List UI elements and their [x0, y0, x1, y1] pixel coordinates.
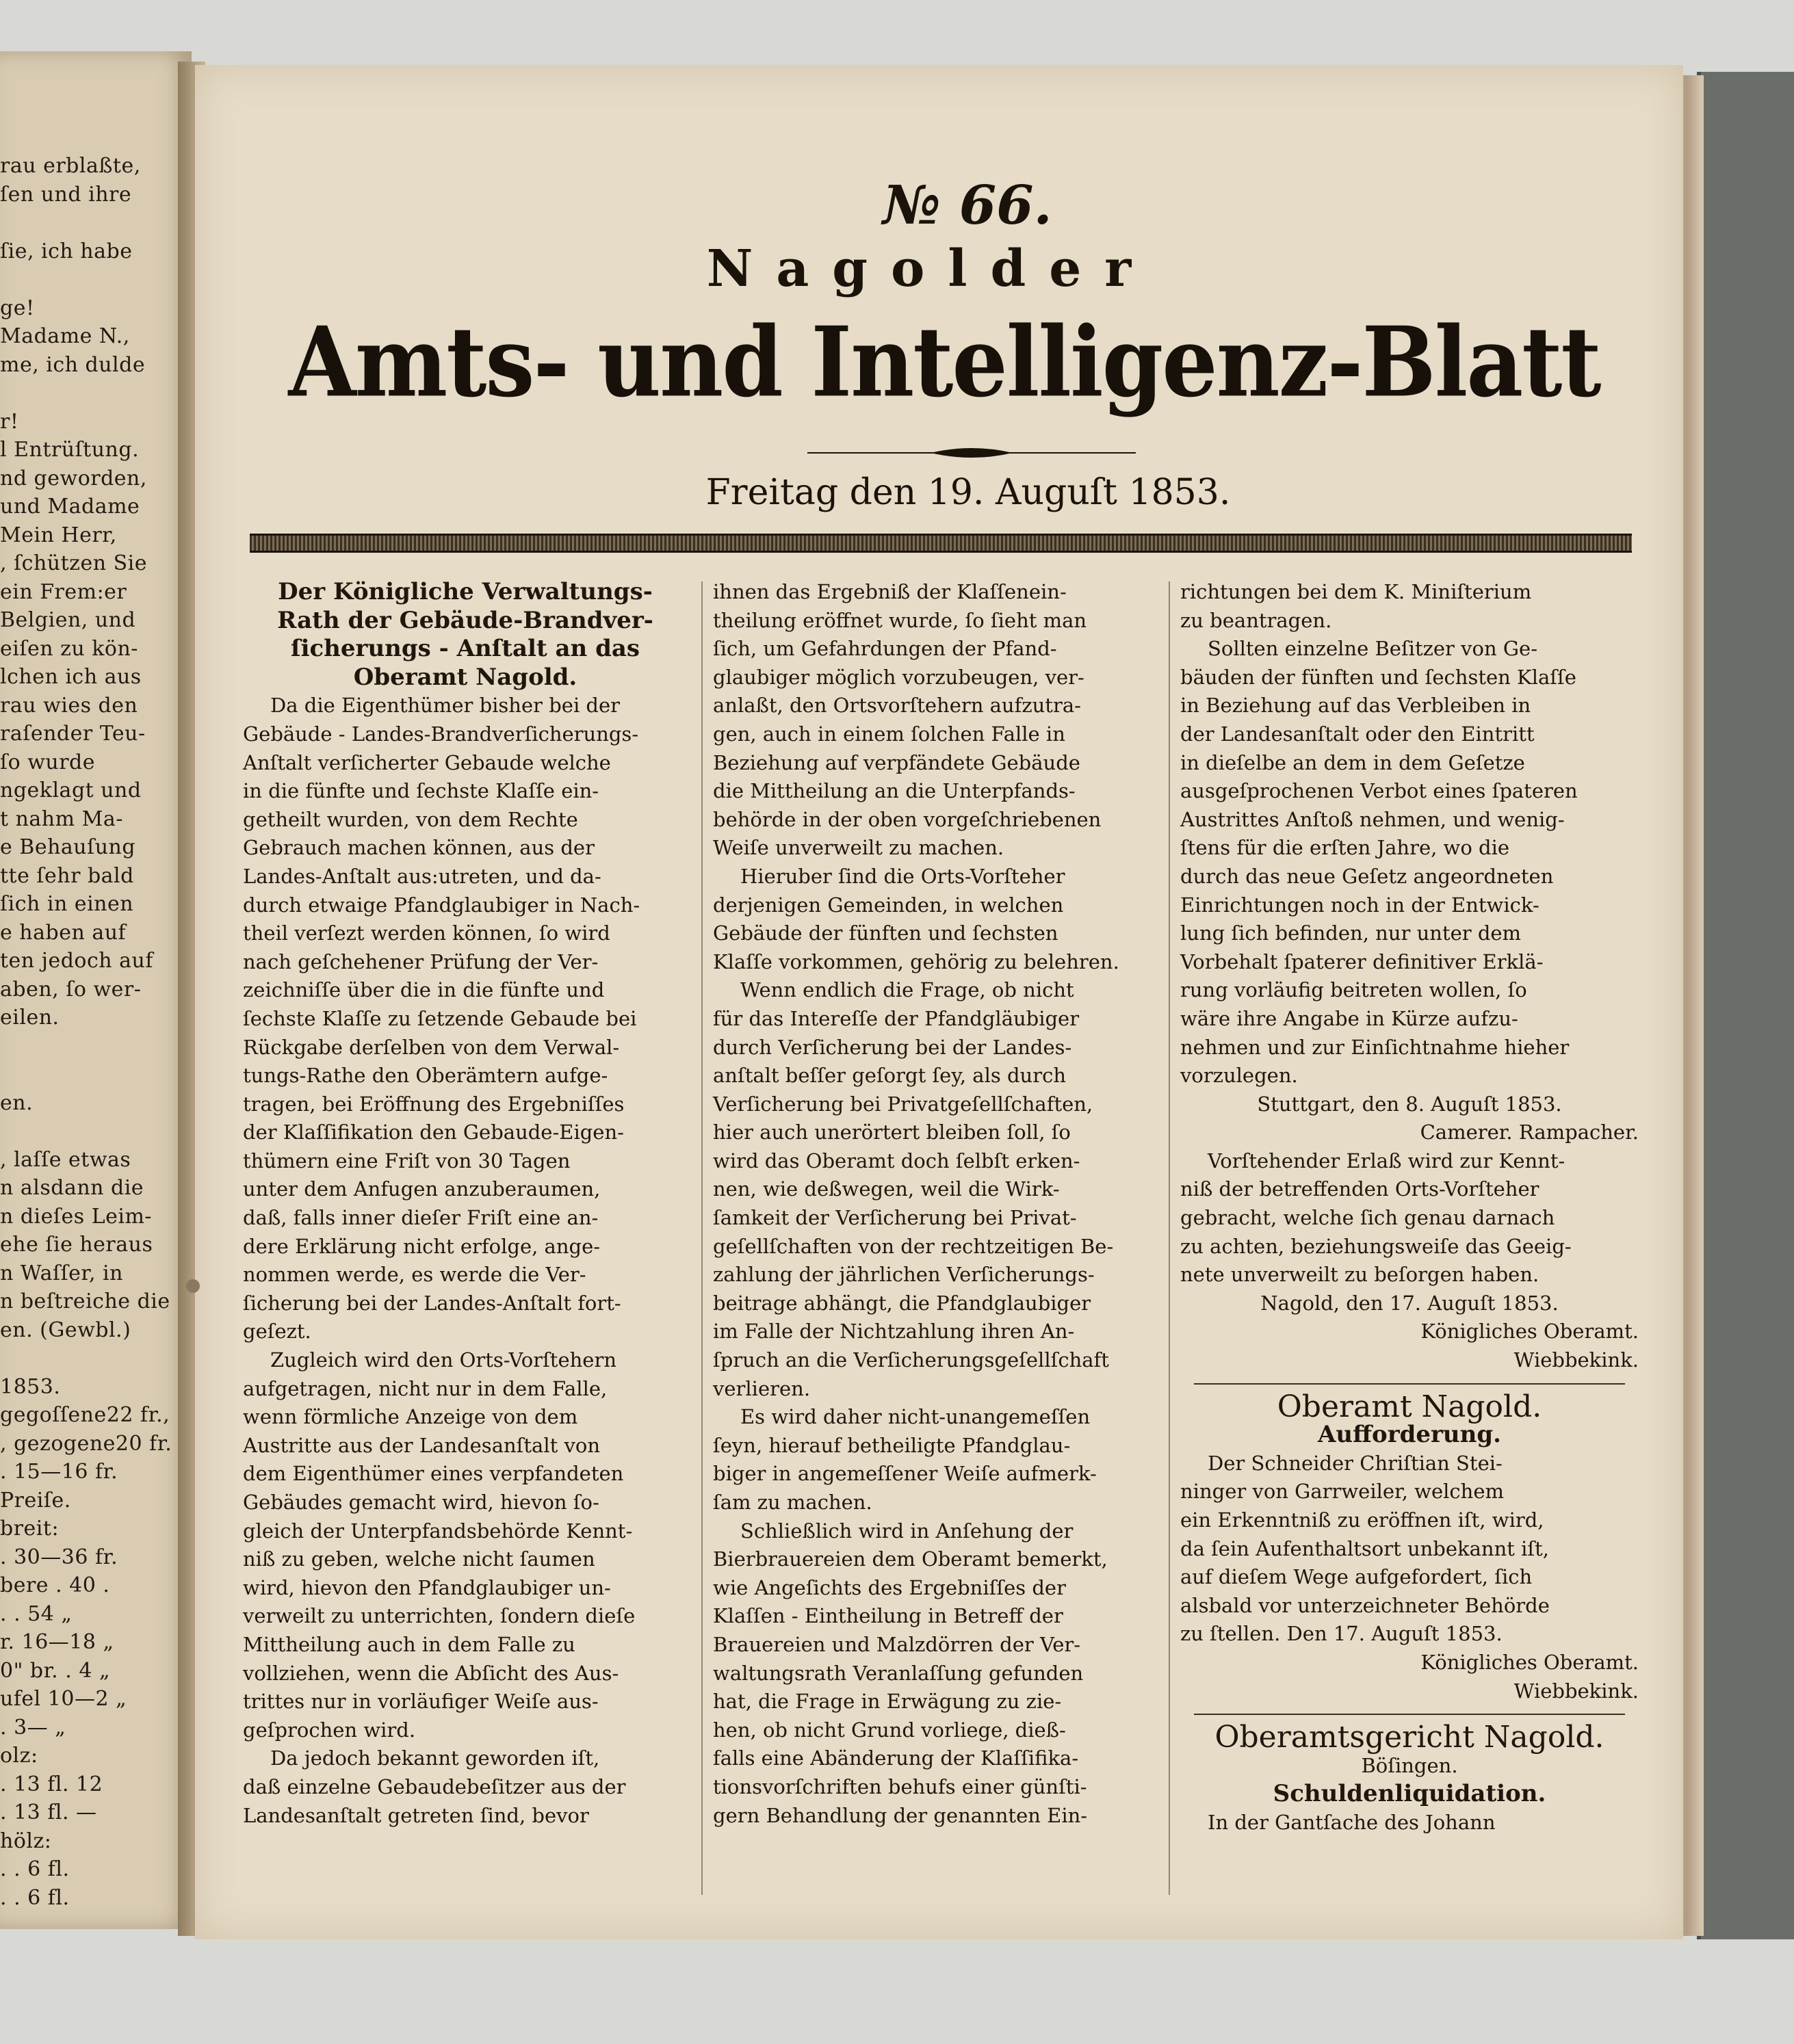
text-line: in die fünfte und ſechste Klaſſe ein- — [243, 779, 599, 803]
left-page-line: 0" br. . 4 „ — [0, 1658, 110, 1683]
text-line: in Beziehung auf das Verbleiben in — [1180, 694, 1531, 718]
left-page-line: ufel 10—2 „ — [0, 1687, 127, 1711]
text-line: vollziehen, wenn die Abſicht des Aus- — [243, 1661, 619, 1685]
binding-hole — [186, 1279, 200, 1293]
text-line: wäre ihre Angabe in Kürze aufzu- — [1180, 1006, 1518, 1030]
text-line: Zugleich wird den Orts-Vorſtehern — [270, 1348, 616, 1372]
column-divider — [1169, 581, 1170, 1895]
text-line: Wiebbekink. — [1513, 1679, 1639, 1703]
section-heading: Aufforderung. — [1318, 1421, 1501, 1449]
masthead-nagolder: Nagolder — [706, 239, 1155, 298]
left-page-line: t nahm Ma- — [0, 807, 123, 831]
book-cover-edge — [1697, 72, 1794, 1939]
text-line: Rückgabe derſelben von dem Verwal- — [243, 1035, 620, 1059]
text-line: gebracht, welche ſich genau darnach — [1180, 1206, 1555, 1230]
text-line: geſezt. — [243, 1320, 311, 1344]
left-page-line: ſen und ihre — [0, 182, 132, 207]
left-page-line: . 13 fl. — — [0, 1800, 97, 1824]
text-line: Nagold, den 17. Auguſt 1853. — [1260, 1291, 1559, 1315]
text-line: Klaſſen - Eintheilung in Betreff der — [713, 1604, 1063, 1628]
text-line: richtungen bei dem K. Miniſterium — [1180, 580, 1532, 603]
left-page-line: tte ſehr bald — [0, 863, 134, 888]
left-page-line: , ſchützen Sie — [0, 551, 147, 575]
text-line: durch Verſicherung bei der Landes- — [713, 1035, 1072, 1059]
text-line: getheilt wurden, von dem Rechte — [243, 807, 578, 831]
text-line: Landesanſtalt getreten ſind, bevor — [243, 1803, 589, 1827]
text-line: vorzulegen. — [1180, 1064, 1298, 1088]
text-line: rung vorläufig beitreten wollen, ſo — [1180, 978, 1527, 1002]
section-heading: Der Königliche Verwaltungs- — [278, 578, 653, 605]
article-column-3 — [1180, 578, 1639, 1837]
text-line: ſich, um Gefahrdungen der Pfand- — [713, 637, 1057, 661]
left-page-line: rau erblaßte, — [0, 154, 141, 178]
text-line: verlieren. — [713, 1376, 811, 1400]
text-line: tungs-Rathe den Oberämtern aufge- — [243, 1064, 608, 1088]
left-page-line: en. — [0, 1090, 34, 1115]
text-line: waltungsrath Veranlaſſung gefunden — [713, 1661, 1084, 1685]
text-line: Da die Eigenthümer bisher bei der — [270, 694, 621, 718]
text-line: zu beantragen. — [1180, 608, 1332, 632]
text-line: hen, ob nicht Grund vorliege, dieß- — [713, 1718, 1066, 1742]
text-line: Hieruber ſind die Orts-Vorſteher — [740, 864, 1065, 888]
text-line: nach geſchehener Prüfung der Ver- — [243, 949, 599, 973]
text-line: Böſingen. — [1361, 1753, 1458, 1777]
text-line: wenn förmliche Anzeige von dem — [243, 1405, 578, 1429]
text-line: aufgetragen, nicht nur in dem Falle, — [243, 1376, 608, 1400]
text-line: tionsvorſchriften behufs einer günſti- — [713, 1774, 1087, 1798]
text-line: Es wird daher nicht-unangemeſſen — [740, 1405, 1091, 1429]
text-line: alsbald vor unterzeichneter Behörde — [1180, 1593, 1550, 1617]
text-line: Beziehung auf verpfändete Gebäude — [713, 750, 1080, 774]
text-line: Landes-Anſtalt aus:utreten, und da- — [243, 864, 601, 888]
text-line: Klaſſe vorkommen, gehörig zu belehren. — [713, 949, 1119, 973]
left-page-line: . . 6 fl. — [0, 1857, 70, 1881]
text-line: anlaßt, den Ortsvorſtehern aufzutra- — [713, 694, 1081, 718]
column-divider — [701, 581, 703, 1895]
text-line: zu achten, beziehungsweiſe das Geeig- — [1180, 1234, 1572, 1258]
text-line: Da jedoch bekannt geworden iſt, — [270, 1746, 600, 1770]
left-page-line: Preiſe. — [0, 1488, 71, 1512]
section-heading: Rath der Gebäude-Brandver- — [277, 606, 653, 634]
left-page-line: ſich in einen — [0, 892, 134, 916]
left-page-line: . 3— „ — [0, 1715, 66, 1740]
left-page-line: Madame N., — [0, 324, 130, 348]
left-page-line: l Entrüſtung. — [0, 438, 140, 462]
left-page-line: eiſen zu kön- — [0, 636, 138, 661]
section-heading: Schuldenliquidation. — [1273, 1780, 1546, 1808]
left-page-line: . 13 fl. 12 — [0, 1772, 103, 1796]
left-page-line: n dieſes Leim- — [0, 1204, 153, 1229]
text-line: unter dem Anfugen anzuberaumen, — [243, 1177, 601, 1201]
text-line: zu ſtellen. Den 17. Auguſt 1853. — [1180, 1622, 1503, 1646]
left-page-line: ten jedoch auf — [0, 949, 153, 973]
text-line: Austrittes Anſtoß nehmen, und wenig- — [1180, 807, 1565, 831]
text-line: ninger von Garrweiler, welchem — [1180, 1480, 1505, 1504]
left-page-line: eilen. — [0, 1006, 60, 1030]
text-line: daß einzelne Gebaudebeſitzer aus der — [243, 1774, 626, 1798]
text-line: zahlung der jährlichen Verſicherungs- — [713, 1263, 1095, 1287]
text-line: theil verſezt werden können, ſo wird — [243, 921, 610, 945]
text-line: ausgeſprochenen Verbot eines ſpateren — [1180, 779, 1578, 803]
left-page-line: und Madame — [0, 495, 140, 519]
text-line: tragen, bei Eröffnung des Ergebniſſes — [243, 1092, 625, 1116]
text-line: ſicherung bei der Landes-Anſtalt fort- — [243, 1291, 621, 1315]
left-page-line: bere . 40 . — [0, 1573, 110, 1597]
left-page-line: e haben auf — [0, 920, 127, 945]
text-line: Stuttgart, den 8. Auguſt 1853. — [1257, 1092, 1562, 1116]
left-page-line: gegoſſene22 fr., — [0, 1403, 170, 1427]
text-line: daß, falls inner dieſer Friſt eine an- — [243, 1206, 599, 1230]
text-line: ein Erkenntniß zu eröffnen iſt, wird, — [1180, 1508, 1544, 1532]
text-line: hier auch unerörtert bleiben ſoll, ſo — [713, 1121, 1071, 1144]
left-facing-page — [0, 51, 192, 1929]
text-line: hat, die Frage in Erwägung zu zie- — [713, 1690, 1062, 1714]
text-line: wird das Oberamt doch ſelbſt erken- — [713, 1149, 1080, 1172]
text-line: ſechste Klaſſe zu ſetzende Gebaude bei — [243, 1006, 637, 1030]
text-line: Bierbrauereien dem Oberamt bemerkt, — [713, 1547, 1108, 1571]
text-line: ſam zu machen. — [713, 1491, 872, 1514]
text-line: auf dieſem Wege aufgefordert, ſich — [1180, 1565, 1533, 1589]
text-line: Gebäude der fünften und ſechsten — [713, 921, 1058, 945]
text-line: gleich der Unterpfandsbehörde Kennt- — [243, 1519, 633, 1543]
left-page-line: ngeklagt und — [0, 778, 142, 802]
text-line: gern Behandlung der genannten Ein- — [713, 1803, 1088, 1827]
left-page-line: rau wies den — [0, 693, 138, 718]
text-line: ihnen das Ergebniß der Klaſſenein- — [713, 580, 1067, 603]
text-line: Vorſtehender Erlaß wird zur Kennt- — [1208, 1149, 1565, 1172]
text-line: zeichniſſe über die in die fünfte und — [243, 978, 605, 1002]
text-line: der Landesanſtalt oder den Eintritt — [1180, 722, 1535, 746]
text-line: theilung eröffnet wurde, ſo ſieht man — [713, 608, 1087, 632]
text-line: im Falle der Nichtzahlung ihren An- — [713, 1320, 1075, 1344]
section-heading: ſicherungs - Anſtalt an das — [290, 635, 640, 663]
left-page-line: n beſtreiche die — [0, 1289, 170, 1313]
text-line: nen, wie deßwegen, weil die Wirk- — [713, 1177, 1060, 1201]
text-line: behörde in der oben vorgeſchriebenen — [713, 807, 1102, 831]
left-page-line: ehe ſie heraus — [0, 1233, 153, 1257]
text-line: lung ſich befinden, nur unter dem — [1180, 921, 1522, 945]
text-line: die Mittheilung an die Unterpfands- — [713, 779, 1076, 803]
ornament-divider-icon — [807, 446, 1136, 460]
text-line: Brauereien und Malzdörren der Ver- — [713, 1632, 1081, 1656]
text-line: wird, hievon den Pfandglaubiger un- — [243, 1575, 611, 1599]
text-line: Königliches Oberamt. — [1420, 1320, 1639, 1344]
text-line: Mittheilung auch in dem Falle zu — [243, 1632, 575, 1656]
text-line: In der Gantſache des Johann — [1208, 1810, 1496, 1834]
text-line: nommen werde, es werde die Ver- — [243, 1263, 586, 1287]
left-page-line: . 30—36 fr. — [0, 1545, 118, 1569]
text-line: Wiebbekink. — [1513, 1348, 1639, 1372]
left-page-line: 1853. — [0, 1374, 61, 1399]
text-line: Wenn endlich die Frage, ob nicht — [740, 978, 1074, 1002]
left-page-line: , laſſe etwas — [0, 1147, 131, 1172]
text-line: der Klaſſifikation den Gebaude-Eigen- — [243, 1121, 624, 1144]
text-line: da ſein Aufenthaltsort unbekannt iſt, — [1180, 1536, 1550, 1560]
left-page-line: n Waſſer, in — [0, 1261, 123, 1285]
text-line: nehmen und zur Einſichtnahme hieher — [1180, 1035, 1570, 1059]
left-page-line: r. 16—18 „ — [0, 1630, 114, 1654]
text-line: Gebrauch machen können, aus der — [243, 836, 595, 860]
text-line: dere Erklärung nicht erfolge, ange- — [243, 1234, 601, 1258]
text-line: thümern eine Friſt von 30 Tagen — [243, 1149, 571, 1172]
text-line: Schließlich wird in Anſehung der — [740, 1519, 1074, 1543]
left-page-line: . . 6 fl. — [0, 1885, 70, 1910]
left-page-line: r! — [0, 409, 19, 434]
text-line: gen, auch in einem ſolchen Falle in — [713, 722, 1065, 746]
text-line: dem Eigenthümer eines verpfandeten — [243, 1462, 624, 1486]
left-page-line: . . 54 „ — [0, 1601, 73, 1626]
text-line: niß der betreffenden Orts-Vorſteher — [1180, 1177, 1539, 1201]
text-line: geſprochen wird. — [243, 1718, 416, 1742]
left-page-line: , gezogene20 fr. — [0, 1431, 172, 1456]
text-line: anſtalt beſſer geſorgt ſey, als durch — [713, 1064, 1066, 1088]
text-line: durch das neue Geſetz angeordneten — [1180, 864, 1554, 888]
text-line: Sollten einzelne Beſitzer von Ge- — [1208, 637, 1537, 661]
article-column-1 — [243, 578, 688, 1830]
text-line: ſeyn, hierauf betheiligte Pfandglau- — [713, 1433, 1071, 1457]
text-line: Gebäude - Landes-Brandverſicherungs- — [243, 722, 639, 746]
left-page-line: Mein Herr, — [0, 523, 117, 547]
left-page-line: breit: — [0, 1517, 60, 1541]
text-line: Verſicherung bei Privatgeſellſchaften, — [713, 1092, 1093, 1116]
text-line: Königliches Oberamt. — [1420, 1650, 1639, 1674]
left-page-line: aben, ſo wer- — [0, 977, 142, 1001]
text-line: glaubiger möglich vorzubeugen, ver- — [713, 665, 1084, 689]
text-line: niß zu geben, welche nicht ſaumen — [243, 1547, 595, 1571]
text-line: Der Schneider Chriſtian Stei- — [1208, 1451, 1503, 1475]
text-line: Anſtalt verſicherter Gebaude welche — [243, 750, 611, 774]
left-page-line: en. (Gewbl.) — [0, 1318, 131, 1342]
text-line: falls eine Abänderung der Klaſſifika- — [713, 1746, 1079, 1770]
left-page-line: ſo wurde — [0, 750, 95, 774]
text-line: Gebäudes gemacht wird, hievon ſo- — [243, 1491, 599, 1514]
issue-date: Freitag den 19. Auguſt 1853. — [705, 472, 1231, 513]
left-page-line: Belgien, und — [0, 608, 136, 632]
text-line: für das Intereſſe der Pfandgläubiger — [713, 1006, 1080, 1030]
text-line: geſellſchaften von der rechtzeitigen Be- — [713, 1234, 1114, 1258]
left-page-line: me, ich dulde — [0, 352, 146, 377]
section-heading: Oberamt Nagold. — [353, 663, 577, 691]
section-heading: Oberamt Nagold. — [1277, 1389, 1542, 1424]
text-line: nete unverweilt zu beſorgen haben. — [1180, 1263, 1539, 1287]
text-line: ſamkeit der Verſicherung bei Privat- — [713, 1206, 1077, 1230]
text-line: ſpruch an die Verſicherungsgeſellſchaft — [713, 1348, 1109, 1372]
section-divider — [1194, 1383, 1625, 1385]
text-line: Weiſe unverweilt zu machen. — [713, 836, 1004, 860]
left-page-line: ſie, ich habe — [0, 239, 133, 263]
text-line: Austritte aus der Landesanſtalt von — [243, 1433, 600, 1457]
left-page-line: hölz: — [0, 1829, 52, 1853]
text-line: ſtens für die erſten Jahre, wo die — [1180, 836, 1510, 860]
left-page-line: ein Frem:er — [0, 579, 127, 604]
left-page-line: olz: — [0, 1744, 38, 1768]
text-line: biger in angemeſſener Weiſe aufmerk- — [713, 1462, 1097, 1486]
text-line: verweilt zu unterrichten, ſondern dieſe — [243, 1604, 636, 1628]
issue-number: № 66. — [883, 174, 1052, 237]
left-page-line: . 15—16 fr. — [0, 1460, 118, 1484]
left-page-line: n alsdann die — [0, 1176, 144, 1200]
text-line: in dieſelbe an dem in dem Geſetze — [1180, 750, 1525, 774]
text-line: Vorbehalt ſpaterer definitiver Erklä- — [1180, 949, 1544, 973]
text-line: derjenigen Gemeinden, in welchen — [713, 893, 1064, 917]
text-line: bäuden der fünften und ſechsten Klaſſe — [1180, 665, 1576, 689]
text-line: Einrichtungen noch in der Entwick- — [1180, 893, 1539, 917]
left-page-line: lchen ich aus — [0, 665, 142, 689]
section-divider — [1194, 1714, 1625, 1715]
article-column-2 — [713, 578, 1158, 1830]
text-line: durch etwaige Pfandglaubiger in Nach- — [243, 893, 640, 917]
text-line: Camerer. Rampacher. — [1420, 1121, 1639, 1144]
left-page-line: nd geworden, — [0, 466, 147, 490]
text-line: wie Angeſichts des Ergebniſſes der — [713, 1575, 1066, 1599]
left-page-line: raſender Teu- — [0, 722, 146, 746]
text-line: beitrage abhängt, die Pfandglaubiger — [713, 1291, 1091, 1315]
left-page-line: e Behauſung — [0, 835, 136, 859]
left-page-line: ge! — [0, 296, 35, 320]
masthead-rule — [250, 534, 1632, 553]
section-heading: Oberamtsgericht Nagold. — [1214, 1720, 1604, 1755]
text-line: trittes nur in vorläufiger Weiſe aus- — [243, 1690, 599, 1714]
masthead-title: Amts- und Intelligenz-Blatt — [288, 306, 1600, 419]
